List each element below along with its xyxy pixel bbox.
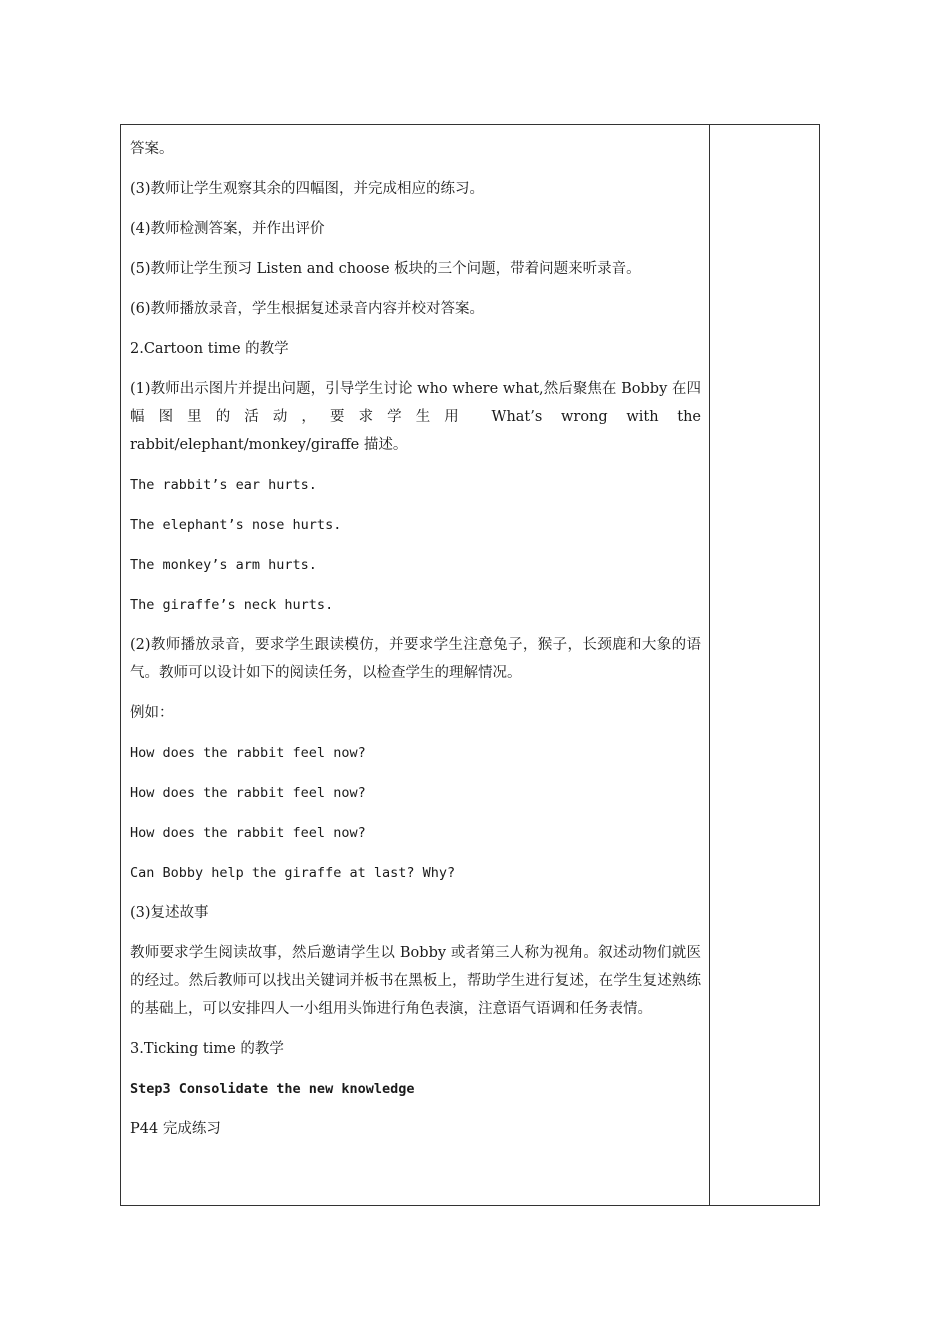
sentence-elephant: The elephant’s nose hurts. <box>130 517 342 533</box>
paragraph-step-6: (6)教师播放录音，学生根据复述录音内容并校对答案。 <box>130 301 485 317</box>
section-cartoon-time: 2.Cartoon time 的教学 <box>130 341 289 357</box>
section-ticking-time: 3.Ticking time 的教学 <box>130 1041 284 1057</box>
lesson-plan-table <box>120 124 820 1206</box>
paragraph-step-4: (4)教师检测答案，并作出评价 <box>130 221 325 237</box>
paragraph-cartoon-step-1: (1)教师出示图片并提出问题，引导学生讨论 who where what,然后聚焦在 Bobby 在四幅图里的活动，要求学生用 What’s wrong with the rabbit/elephant/monkey/giraffe 描述。 <box>130 381 706 453</box>
paragraph-exercise: P44 完成练习 <box>130 1121 221 1137</box>
question-4: Can Bobby help the giraffe at last? Why? <box>130 865 456 881</box>
sentence-rabbit: The rabbit’s ear hurts. <box>130 477 317 493</box>
question-1: How does the rabbit feel now? <box>130 745 366 761</box>
step3-heading: Step3 Consolidate the new knowledge <box>130 1081 415 1097</box>
question-3: How does the rabbit feel now? <box>130 825 366 841</box>
paragraph-retell-story: 教师要求学生阅读故事，然后邀请学生以 Bobby 或者第三人称为视角。叙述动物们就医的经过。然后教师可以找出关键词并板书在黑板上，帮助学生进行复述，在学生复述熟练的基础上，可以安排四人一小组用头饰进行角色表演，注意语气语调和任务表情。 <box>130 945 701 1017</box>
paragraph-retell-heading: (3)复述故事 <box>130 905 209 921</box>
paragraph-example: 例如： <box>130 705 174 721</box>
notes-cell <box>710 125 819 1205</box>
paragraph-step-3: (3)教师让学生观察其余的四幅图，并完成相应的练习。 <box>130 181 485 197</box>
teaching-process-cell <box>121 125 709 1205</box>
paragraph-cartoon-step-2: (2)教师播放录音，要求学生跟读模仿，并要求学生注意兔子，猴子，长颈鹿和大象的语气。教师可以设计如下的阅读任务，以检查学生的理解情况。 <box>130 637 701 681</box>
question-2: How does the rabbit feel now? <box>130 785 366 801</box>
paragraph-answer: 答案。 <box>130 141 174 157</box>
sentence-giraffe: The giraffe’s neck hurts. <box>130 597 334 613</box>
paragraph-step-5: (5)教师让学生预习 Listen and choose 板块的三个问题，带着问题来听录音。 <box>130 261 641 277</box>
sentence-monkey: The monkey’s arm hurts. <box>130 557 317 573</box>
